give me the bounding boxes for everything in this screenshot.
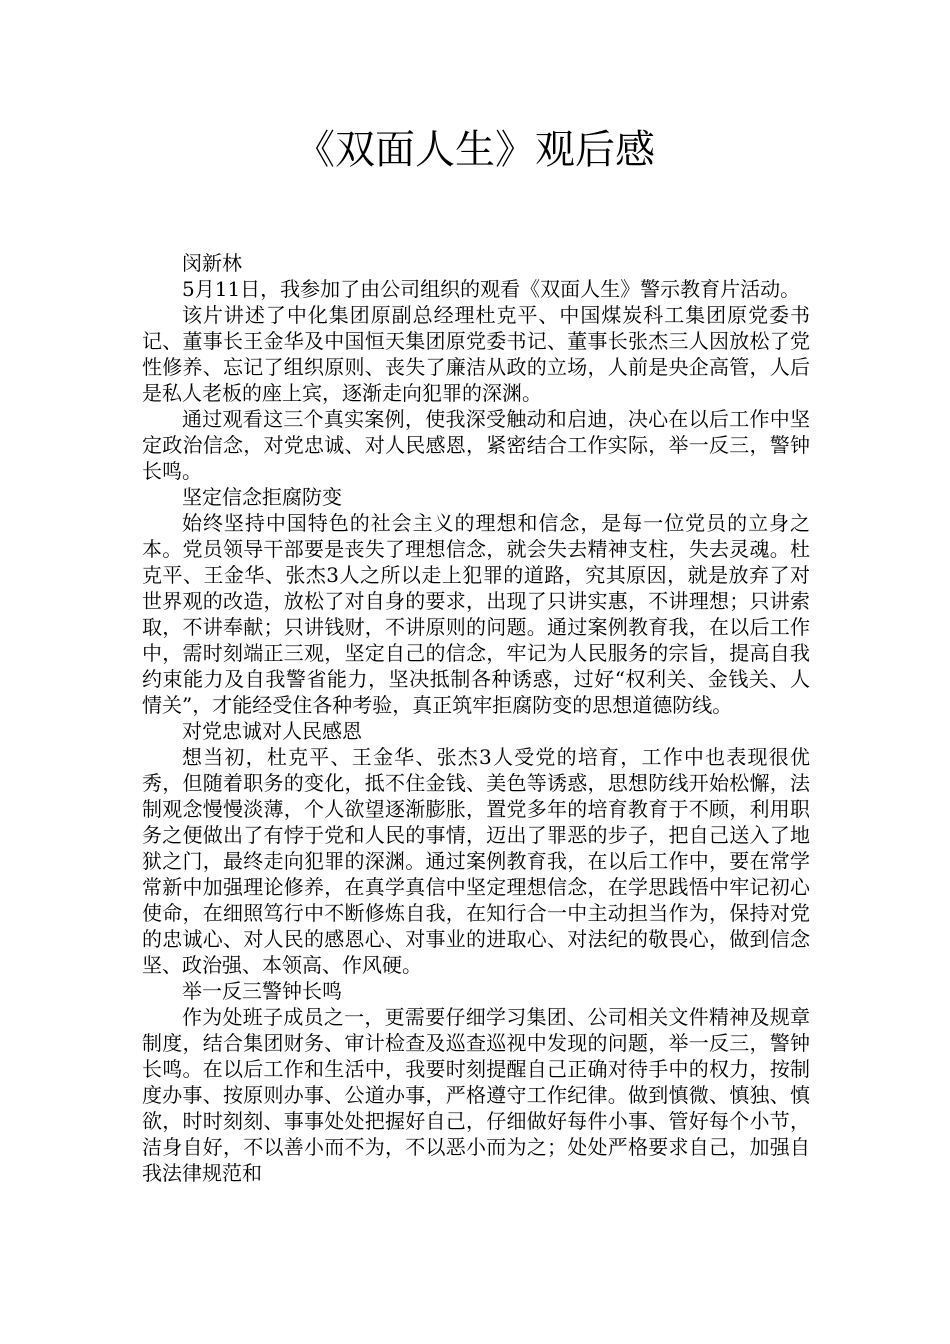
section-heading-3: 举一反三警钟长鸣 <box>182 979 342 1003</box>
section-heading-2: 对党忠诚对人民感恩 <box>182 719 362 743</box>
paragraph-summary: 该片讲述了中化集团原副总经理杜克平、中国煤炭科工集团原党委书记、董事长王金华及中国恒天集团原党委书记、董事长张杰三人因放松了党性修养、忘记了组织原则、丧失了廉洁从政的立场，人前是央企高管，人后是私人老板的座上宾，逐渐走向犯罪的深渊。 <box>142 303 810 405</box>
section-heading-1: 坚定信念拒腐防变 <box>182 485 342 509</box>
paragraph-resolution: 通过观看这三个真实案例，使我深受触动和启迪，决心在以后工作中坚定政治信念，对党忠诚、对人民感恩，紧密结合工作实际，举一反三，警钟长鸣。 <box>142 407 810 483</box>
paragraph-section-2: 想当初，杜克平、王金华、张杰3人受党的培育，工作中也表现很优秀，但随着职务的变化，抵不住金钱、美色等诱惑，思想防线开始松懈，法制观念慢慢淡薄，个人欲望逐渐膨胀，置党多年的培育教育于不顾，利用职务之便做出了有悖于党和人民的事情，迈出了罪恶的步子，把自己送入了地狱之门，最终走向犯罪的深渊。通过案例教育我，在以后工作中，要在常学常新中加强理论修养，在真学真信中坚定理想信念，在学思践悟中牢记初心使命，在细照笃行中不断修炼自我，在知行合一中主动担当作为，保持对党的忠诚心、对人民的感恩心、对事业的进取心、对法纪的敬畏心，做到信念坚、政治强、本领高、作风硬。 <box>142 745 810 977</box>
document-title: 《双面人生》观后感 <box>295 127 655 173</box>
paragraph-section-1: 始终坚持中国特色的社会主义的理想和信念，是每一位党员的立身之本。党员领导干部要是丧失了理想信念，就会失去精神支柱，失去灵魂。杜克平、王金华、张杰3人之所以走上犯罪的道路，究其原因，就是放弃了对世界观的改造，放松了对自身的要求，出现了只讲实惠，不讲理想；只讲索取，不讲奉献；只讲钱财，不讲原则的问题。通过案例教育我，在以后工作中，需时刻端正三观，坚定自己的信念，牢记为人民服务的宗旨，提高自我约束能力及自我警省能力，坚决抵制各种诱惑，过好“权利关、金钱关、人情关”，才能经受住各种考验，真正筑牢拒腐防变的思想道德防线。 <box>142 511 810 717</box>
author-line: 闵新林 <box>182 251 242 275</box>
paragraph-intro: 5月11日，我参加了由公司组织的观看《双面人生》警示教育片活动。 <box>182 277 801 301</box>
paragraph-section-3: 作为处班子成员之一，更需要仔细学习集团、公司相关文件精神及规章制度，结合集团财务、审计检查及巡查巡视中发现的问题，举一反三，警钟长鸣。在以后工作和生活中，我要时刻提醒自己正确对待手中的权力，按制度办事、按原则办事、公道办事，严格遵守工作纪律。做到慎微、慎独、慎欲，时时刻刻、事事处处把握好自己，仔细做好每件小事、管好每个小节，洁身自好，不以善小而不为，不以恶小而为之；处处严格要求自己，加强自我法律规范和 <box>142 1005 810 1185</box>
document-body <box>142 250 810 1186</box>
